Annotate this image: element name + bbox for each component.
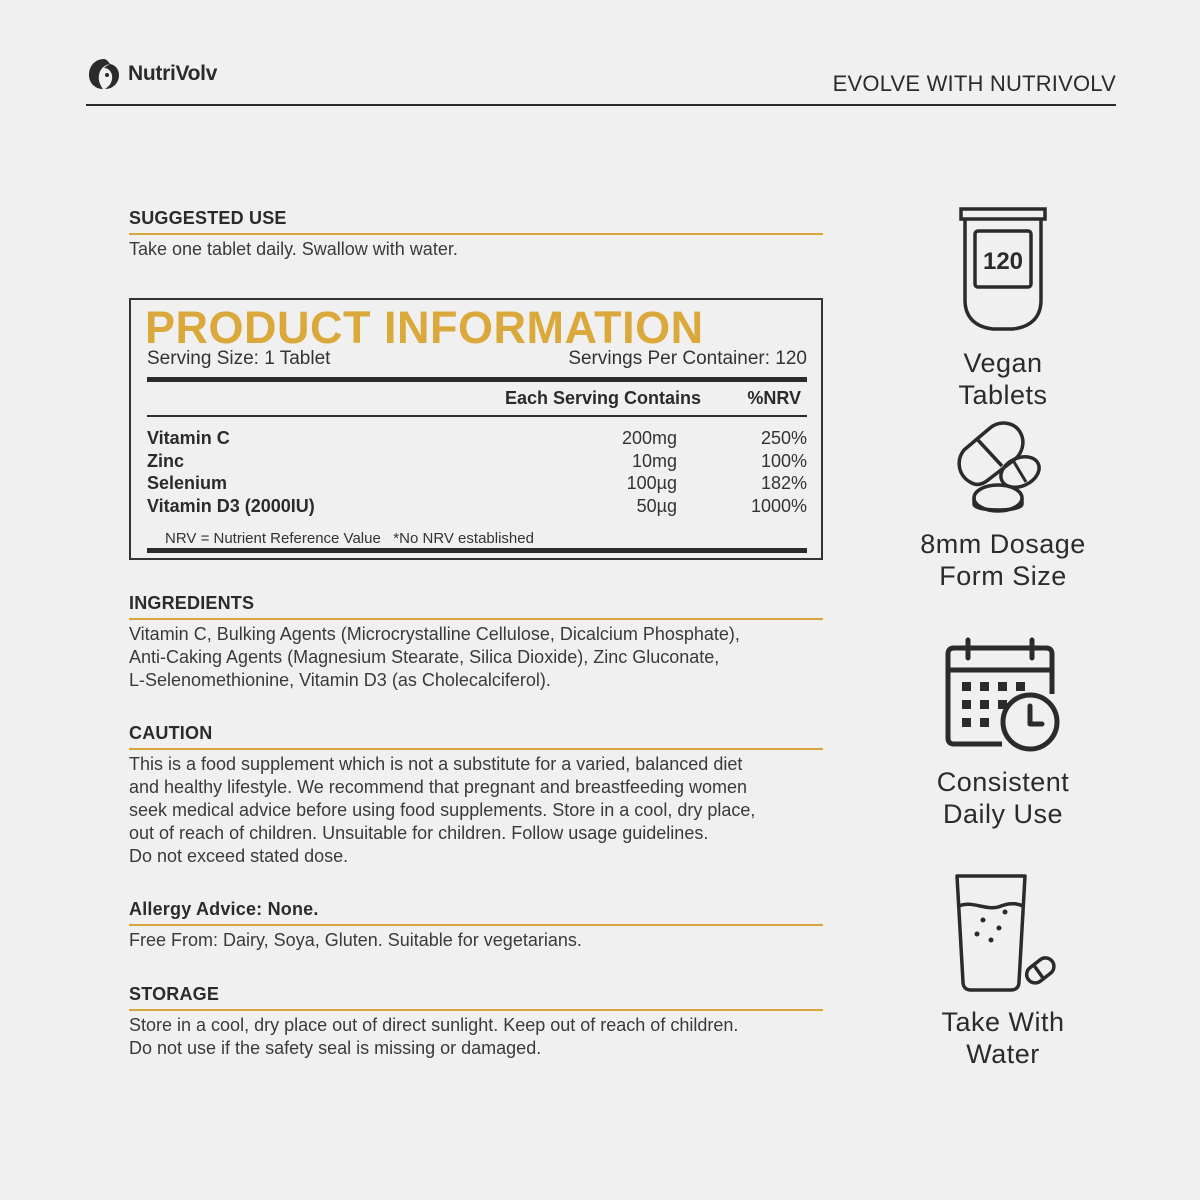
ingredients-line: Vitamin C, Bulking Agents (Microcrystalline Cellulose, Dicalcium Phosphate), [129,624,740,644]
section-body [129,753,823,868]
ingredients-section [129,593,823,692]
storage-line: Store in a cool, dry place out of direct sunlight. Keep out of reach of children. [129,1015,739,1035]
product-information-panel [129,298,823,560]
allergy-section [129,899,823,952]
nutrient-row [147,451,807,474]
suggested-use-text: Take one tablet daily. Swallow with water. [129,239,458,259]
nutrient-nrv: 1000% [750,496,807,516]
nutrient-name: Zinc [147,451,185,471]
table-rule-thick [147,377,807,382]
nutrient-row [147,473,807,496]
section-title: Allergy Advice: None. [129,899,823,926]
feature-daily-use [893,636,1113,830]
nrv-footnote: NRV = Nutrient Reference Value *No NRV established [165,530,534,547]
table-rule-bottom [147,548,807,553]
section-body [129,238,823,261]
feature-dosage-size [893,420,1113,592]
allergy-text: Free From: Dairy, Soya, Gluten. Suitable for vegetarians. [129,930,582,950]
storage-line: Do not use if the safety seal is missing or damaged. [129,1038,542,1058]
section-body [129,929,823,952]
nutrient-row [147,496,807,519]
ingredients-line: L-Selenomethionine, Vitamin D3 (as Cholecalciferol). [129,670,551,690]
nutrient-name: Vitamin D3 (2000IU) [147,496,315,516]
nutrient-name: Selenium [147,473,228,493]
feature-label-line: Form Size [939,561,1067,591]
feature-label-line: 8mm Dosage [920,529,1086,559]
caution-line: seek medical advice before using food supplements. Store in a cool, dry place, [129,800,756,820]
header-divider [86,104,1116,106]
capsule-tablet-icon [948,420,1058,520]
nutrient-name: Vitamin C [147,428,230,448]
nutrient-amount: 100µg [626,473,677,493]
section-title: SUGGESTED USE [129,208,823,235]
feature-label-line: Daily Use [942,799,1064,829]
suggested-use-section [129,208,823,261]
feature-label [893,1006,1113,1070]
caution-line: Do not exceed stated dose. [129,846,349,866]
feature-vegan-tablets [893,205,1113,411]
feature-label-line: Tablets [958,380,1048,410]
caution-line: out of reach of children. Unsuitable for children. Follow usage guidelines. [129,823,709,843]
caution-line: and healthy lifestyle. We recommend that pregnant and breastfeeding women [129,777,748,797]
ingredients-line: Anti-Caking Agents (Magnesium Stearate, Silica Dioxide), Zinc Gluconate, [129,647,720,667]
table-rule-thin [147,415,807,417]
storage-section [129,984,823,1060]
feature-label-line: Water [966,1039,1040,1069]
feature-label [893,766,1113,830]
nutrient-amount: 10mg [631,451,677,471]
caution-section [129,723,823,868]
nutrient-nrv: 182% [760,473,807,493]
feature-take-with-water [893,868,1113,1070]
caution-line: This is a food supplement which is not a substitute for a varied, balanced diet [129,754,743,774]
column-header-contains: Each Serving Contains [504,388,701,408]
nutrient-amount: 50µg [636,496,677,516]
nutrivolv-logo-icon [86,56,122,92]
product-information-title: PRODUCT INFORMATION [145,302,704,353]
brand-logo [86,56,217,92]
section-title: STORAGE [129,984,823,1011]
feature-label [893,347,1113,411]
pouch-icon [955,205,1051,335]
nutrient-row [147,428,807,451]
pouch-count: 120 [982,248,1024,275]
nutrient-amount: 200mg [621,428,677,448]
nutrient-nrv: 250% [760,428,807,448]
calendar-clock-icon [938,636,1068,756]
section-body [129,623,823,692]
feature-label-line: Take With [941,1007,1065,1037]
column-header-nrv: %NRV [747,388,801,408]
glass-water-icon [943,868,1063,996]
feature-label-line: Consistent [936,767,1070,797]
nutrient-nrv: 100% [760,451,807,471]
brand-name: NutriVolv [128,62,218,85]
section-title: CAUTION [129,723,823,750]
feature-label-line: Vegan [963,348,1043,378]
section-body [129,1014,823,1060]
servings-per-container: Servings Per Container: 120 [568,348,807,369]
serving-size: Serving Size: 1 Tablet [147,348,331,369]
tagline: EVOLVE WITH NUTRIVOLV [832,71,1116,96]
section-title: INGREDIENTS [129,593,823,620]
feature-label [893,528,1113,592]
